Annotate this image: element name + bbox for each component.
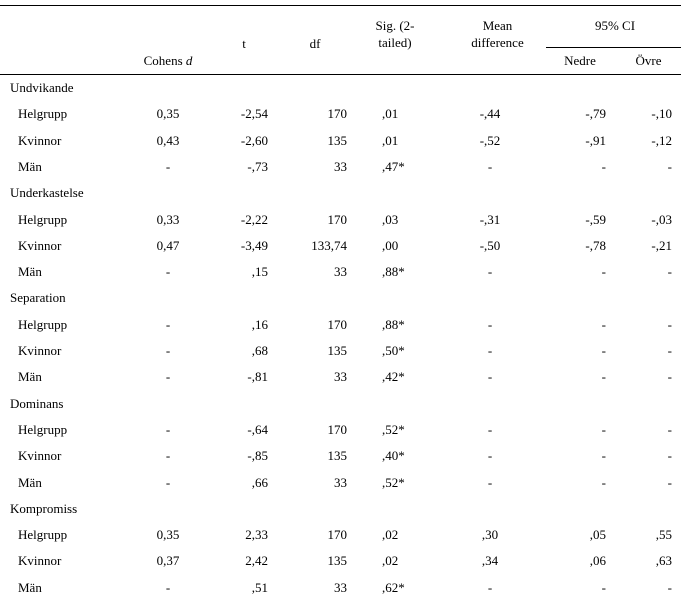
mean-difference-cell: -: [487, 369, 493, 385]
df-cell: 33: [334, 369, 347, 385]
ci-ovre-cell: -,10: [651, 106, 672, 122]
table-row: [0, 128, 681, 154]
group-label: Kvinnor: [18, 343, 62, 358]
ci-ovre-cell: -: [667, 158, 672, 174]
group-label: Män: [18, 579, 42, 595]
header-cohens-d-italic: d: [185, 53, 193, 68]
group-label: Män: [18, 369, 42, 385]
t-cell: ,15: [251, 264, 268, 280]
mean-difference-cell: ,34: [481, 553, 499, 569]
ci-nedre-cell: -: [601, 369, 606, 385]
t-cell: -2,60: [240, 132, 268, 148]
group-label: Kvinnor: [18, 448, 62, 464]
group-label: Helgrupp: [18, 106, 68, 122]
mean-difference-cell: -: [487, 474, 493, 490]
header-mean-difference: [450, 17, 545, 51]
ci-nedre-cell: ,05: [589, 527, 606, 543]
df-cell: 170: [327, 211, 347, 227]
sig-cell: ,47*: [382, 158, 405, 174]
table-row: [0, 101, 681, 127]
df-cell: 33: [334, 579, 347, 595]
cohens-d-cell: -: [165, 448, 171, 464]
header-ovre: Övre: [635, 53, 662, 68]
t-cell: ,66: [251, 474, 268, 490]
table-row: [0, 364, 681, 390]
mean-difference-cell: -: [487, 448, 493, 464]
ci-ovre-cell: -: [667, 316, 672, 332]
group-label: Kvinnor: [18, 553, 62, 569]
ci-ovre-cell: ,55: [655, 527, 672, 543]
ci-nedre-cell: -: [601, 421, 606, 437]
table-row: [0, 338, 681, 364]
cohens-d-cell: 0,35: [156, 106, 180, 122]
ci-ovre-cell: -,03: [651, 211, 672, 227]
ci-underline-rule: [546, 47, 681, 48]
df-cell: 170: [327, 527, 347, 543]
header-sig-line2: tailed): [378, 35, 412, 50]
mean-difference-cell: -: [487, 316, 493, 332]
ci-nedre-cell: -: [601, 264, 606, 280]
ci-nedre-cell: ,06: [589, 553, 606, 569]
sig-cell: ,01: [382, 106, 399, 122]
table-row: [0, 417, 681, 443]
t-cell: -,81: [247, 369, 268, 385]
cohens-d-cell: -: [165, 474, 171, 490]
table-row: [0, 154, 681, 180]
cohens-d-cell: -: [165, 369, 171, 385]
group-label: Helgrupp: [18, 421, 68, 437]
ci-ovre-cell: -: [667, 421, 672, 437]
t-cell: ,16: [251, 316, 268, 332]
table-row: [0, 522, 681, 548]
section-row: [0, 496, 681, 522]
table-row: [0, 207, 681, 233]
table-row: [0, 548, 681, 574]
ci-ovre-cell: -: [667, 369, 672, 385]
sig-cell: ,00: [382, 237, 399, 253]
mean-difference-cell: -: [487, 343, 493, 358]
group-label: Helgrupp: [18, 211, 68, 227]
header-ci: 95% CI: [594, 18, 636, 33]
group-label: Helgrupp: [18, 527, 68, 543]
header-mean-line1: Mean: [482, 18, 513, 33]
ci-ovre-cell: -,12: [651, 132, 672, 148]
cohens-d-cell: -: [165, 316, 171, 332]
cohens-d-cell: 0,47: [156, 237, 180, 253]
ci-nedre-cell: -: [601, 579, 606, 595]
ci-nedre-cell: -: [601, 343, 606, 358]
mean-difference-cell: -: [487, 421, 493, 437]
t-cell: -3,49: [240, 237, 268, 253]
t-cell: 2,42: [245, 553, 268, 569]
df-cell: 170: [327, 421, 347, 437]
section-label: Underkastelse: [10, 185, 84, 201]
t-cell: -,85: [247, 448, 268, 464]
ci-nedre-cell: -,78: [585, 237, 606, 253]
sig-cell: ,88*: [382, 264, 405, 280]
group-label: Kvinnor: [18, 132, 62, 148]
ci-nedre-cell: -: [601, 316, 606, 332]
mean-difference-cell: -: [487, 264, 493, 280]
section-row: [0, 75, 681, 101]
df-cell: 33: [334, 264, 347, 280]
header-cohens-label: Cohens: [143, 53, 186, 68]
sig-cell: ,03: [382, 211, 399, 227]
t-cell: 2,33: [245, 527, 268, 543]
sig-cell: ,88*: [382, 316, 405, 332]
table-row: [0, 312, 681, 338]
mean-difference-cell: -: [487, 579, 493, 595]
section-row: [0, 391, 681, 417]
header-df: df: [309, 36, 321, 51]
mean-difference-cell: -,31: [479, 211, 501, 227]
header-sig-line1: Sig. (2-: [375, 18, 415, 33]
table-row: [0, 233, 681, 259]
section-row: [0, 285, 681, 311]
group-label: Helgrupp: [18, 316, 68, 332]
section-label: Undvikande: [10, 80, 74, 95]
mean-difference-cell: ,30: [481, 527, 499, 543]
sig-cell: ,02: [382, 527, 399, 543]
cohens-d-cell: -: [165, 421, 171, 437]
section-label: Separation: [10, 290, 66, 306]
group-label: Kvinnor: [18, 237, 62, 253]
t-cell: -2,54: [240, 106, 268, 122]
header-cohens-d: [128, 52, 208, 69]
df-cell: 170: [327, 106, 347, 122]
mean-difference-cell: -,52: [479, 132, 501, 148]
ci-ovre-cell: ,63: [655, 553, 672, 569]
mean-difference-cell: -,44: [479, 106, 501, 122]
ci-ovre-cell: -: [667, 579, 672, 595]
ci-ovre-cell: -: [667, 474, 672, 490]
df-cell: 133,74: [311, 237, 347, 253]
sig-cell: ,52*: [382, 421, 405, 437]
ci-nedre-cell: -,91: [585, 132, 606, 148]
header-sig: [360, 17, 430, 51]
ci-nedre-cell: -: [601, 474, 606, 490]
cohens-d-cell: 0,37: [156, 553, 180, 569]
table-row: [0, 259, 681, 285]
section-row: [0, 180, 681, 206]
table-row: [0, 443, 681, 469]
ci-ovre-cell: -: [667, 264, 672, 280]
sig-cell: ,62*: [382, 579, 405, 595]
section-label: Kompromiss: [10, 500, 78, 516]
group-label: Män: [18, 474, 42, 490]
header-t: t: [242, 36, 246, 51]
ci-ovre-cell: -,21: [651, 237, 672, 253]
df-cell: 135: [327, 553, 347, 569]
section-label: Dominans: [10, 395, 64, 411]
table-top-rule: [0, 5, 681, 6]
ci-ovre-cell: -: [667, 448, 672, 464]
t-cell: ,68: [251, 343, 268, 358]
table-row: [0, 575, 681, 601]
df-cell: 33: [334, 158, 347, 174]
sig-cell: ,01: [382, 132, 399, 148]
ci-ovre-cell: -: [667, 343, 672, 358]
df-cell: 170: [327, 316, 347, 332]
df-cell: 33: [334, 474, 347, 490]
df-cell: 135: [327, 448, 347, 464]
t-cell: -2,22: [240, 211, 268, 227]
sig-cell: ,50*: [382, 343, 405, 358]
df-cell: 135: [327, 343, 347, 358]
sig-cell: ,40*: [382, 448, 405, 464]
t-cell: -,64: [247, 421, 268, 437]
sig-cell: ,02: [382, 553, 399, 569]
mean-difference-cell: -,50: [479, 237, 501, 253]
header-nedre: Nedre: [564, 53, 596, 68]
ci-nedre-cell: -: [601, 158, 606, 174]
group-label: Män: [18, 158, 42, 174]
df-cell: 135: [327, 132, 347, 148]
ci-nedre-cell: -,59: [585, 211, 606, 227]
cohens-d-cell: 0,33: [156, 211, 180, 227]
t-cell: -,73: [247, 158, 268, 174]
header-mean-line2: difference: [471, 35, 524, 50]
sig-cell: ,42*: [382, 369, 405, 385]
cohens-d-cell: 0,43: [156, 132, 180, 148]
sig-cell: ,52*: [382, 474, 405, 490]
ci-nedre-cell: -: [601, 448, 606, 464]
ci-nedre-cell: -,79: [585, 106, 606, 122]
table-row: [0, 470, 681, 496]
cohens-d-cell: -: [165, 158, 171, 174]
group-label: Män: [18, 264, 42, 280]
cohens-d-cell: -: [165, 343, 171, 358]
cohens-d-cell: -: [165, 579, 171, 595]
t-cell: ,51: [251, 579, 268, 595]
cohens-d-cell: 0,35: [156, 527, 180, 543]
cohens-d-cell: -: [165, 264, 171, 280]
mean-difference-cell: -: [487, 158, 493, 174]
